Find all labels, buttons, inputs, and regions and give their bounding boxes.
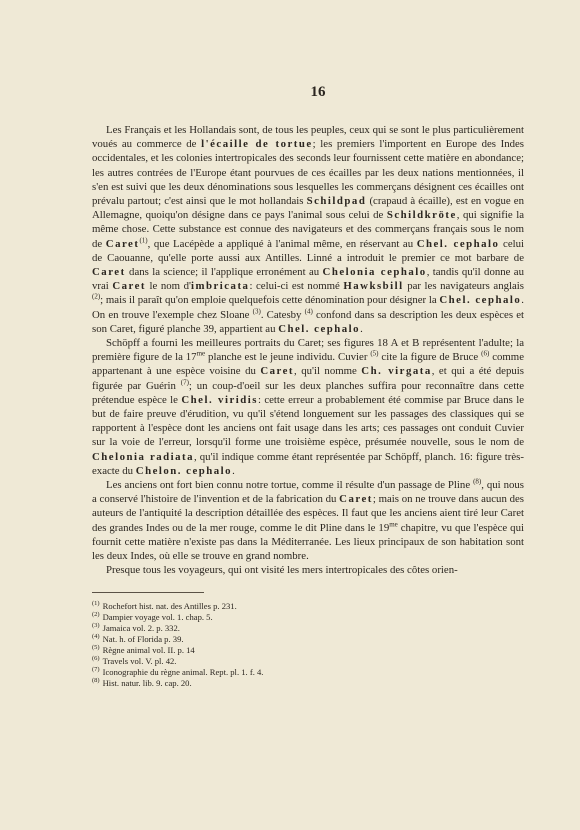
emphasized-term: Ch. virgata: [361, 365, 432, 378]
text-run: le nom d': [146, 280, 191, 293]
emphasized-term: Caret: [92, 266, 126, 279]
text-run: Presque tous les voyageurs, qui ont visité les mers intertropicales des côtes orien-: [106, 564, 458, 577]
text-run: celui de Caouanne, qu'elle porte aussi aux Antilles. Linné a introduit le premier ce mot barbare de: [92, 237, 525, 264]
footnote-ref: me: [389, 520, 398, 529]
text-run: : cette erreur a probablement été commise par Bruce dans le but de faire preuve d'érudition, vu qu'il s'étend longuement sur les passages des classiques qui se rapportent à l'espèce dont les anciens ont fait usage dans les arts; ces passages ont conduit Cuvier sur la voie de l'erreur, lorsqu'il forme une troisième espèce, présumée nouvelle, sous le nom de: [92, 393, 524, 449]
emphasized-term: Chelon. cephalo: [135, 464, 233, 477]
text-run: .: [232, 464, 235, 477]
text-run: cite la figure de Bruce: [378, 351, 482, 364]
footnote-ref: (3): [252, 307, 261, 316]
text-run: ; un coup-d'oeil sur les deux planches suffira pour reconnaître dans cette prétendue espèce le: [92, 379, 524, 406]
text-run: par les navigateurs anglais: [403, 280, 524, 293]
emphasized-term: Caret: [105, 237, 140, 250]
text-run: , que Lacépède a appliqué à l'animal même, en réservant au: [147, 237, 417, 250]
emphasized-term: Chelonia cephalo: [322, 266, 427, 279]
emphasized-term: l'écaille de tortue: [201, 138, 313, 151]
footnote-ref: (7): [180, 378, 189, 387]
paragraph-1: [92, 123, 524, 336]
text-run: , qu'il nomme: [294, 365, 362, 378]
text-run: , tandis qu'il donne au vrai: [92, 266, 524, 293]
footnote: $^{(8)}$ Hist. natur. lib. 9. cap. 20.: [92, 676, 192, 688]
emphasized-term: Schildpad: [306, 195, 367, 208]
text-run: ; les premiers l'importent en Europe des Indes occidentales, et les colonies intertropicales des seconds leur fournissent cette matière en abondance; les autres contrées de l'Europe étant pourvues de ces écailles par les deux nations mentionnées, il s'en est suivi que les deux dénominations sous lesquelles les commerçans désignent ces écailles ont prévalu partout; c'est ainsi que le mot hollandais: [92, 138, 525, 208]
paragraph-4: [92, 563, 524, 577]
paragraph-3: [92, 478, 524, 563]
text-run: planche est le jeune individu. Cuvier: [205, 351, 371, 364]
emphasized-term: Caret: [260, 365, 295, 378]
text-run: dans la science; il l'applique erronément au: [125, 266, 323, 279]
text-run: Schöpff a fourni les meilleures portraits du Caret; ses figures 18 A et B représentent l'adulte; la première figure de la 17: [92, 337, 524, 364]
footnote: $^{(4)}$ Nat. h. of Florida p. 39.: [92, 632, 184, 644]
footnote: $^{(3)}$ Jamaica vol. 2. p. 332.: [92, 621, 180, 633]
text-run: , qui signifie la même chose. Cette substance est connue des navigateurs et des commerçans français sous le nom de: [92, 209, 525, 250]
footnote: $^{(2)}$ Dampier voyage vol. 1. chap. 5.: [92, 610, 213, 622]
emphasized-term: Chel. cephalo: [278, 322, 361, 335]
text-run: confond dans sa description les deux espèces et son Caret, figuré planche 39, appartient au: [92, 308, 524, 335]
emphasized-term: imbricata: [190, 280, 250, 293]
text-run: comme appartenant à une espèce voisine du: [92, 351, 524, 378]
footnote-ref: me: [196, 349, 206, 358]
emphasized-term: Chel. cephalo: [416, 237, 500, 250]
text-run: : celui-ci est nommé: [249, 280, 344, 293]
text-run: .: [360, 322, 363, 335]
footnote-ref: (6): [481, 349, 490, 358]
text-run: ; mais on ne trouve dans aucun des auteurs de l'antiquité la description détaillée des espèces. Il faut que les anciens aient tiré leur Caret des grandes Indes ou de la mer rouge, comme le dit Pline dans le 19: [92, 493, 524, 534]
emphasized-term: Chelonia radiata: [92, 450, 195, 463]
footnote-divider: [92, 592, 204, 593]
emphasized-term: Chel. viridis: [181, 393, 258, 406]
footnote-ref: (1): [139, 236, 148, 245]
text-run: , et qui a été depuis figurée par Guérin: [92, 365, 524, 392]
text-run: , qu'il indique comme étant représentée par Schöpff, planch. 16: figure très-exacte du: [92, 450, 524, 477]
emphasized-term: Hawksbill: [343, 280, 404, 293]
footnote: $^{(7)}$ Iconographie du règne animal. Rept. pl. 1. f. 4.: [92, 665, 264, 677]
emphasized-term: Schildkröte: [386, 209, 457, 222]
text-run: Les anciens ont fort bien connu notre tortue, comme il résulte d'un passage de Pline: [106, 479, 474, 492]
footnote-ref: (5): [370, 349, 379, 358]
text-run: Les Français et les Hollandais sont, de tous les peuples, ceux qui se sont le plus particulièrement voués au commerce de: [92, 124, 524, 151]
body-text: [92, 123, 524, 578]
text-run: chapitre, vu que l'espèce qui fournit cette matière n'existe pas dans la Méditerranée. Les lieux principaux de son habitation sont les deux Indes, où elle se trouve en grand nombre.: [92, 521, 524, 563]
emphasized-term: Chel. cephalo: [439, 294, 522, 307]
footnote-ref: (4): [304, 307, 313, 316]
footnote: $^{(6)}$ Travels vol. V. pl. 42.: [92, 654, 177, 666]
page-number: 16: [310, 84, 326, 100]
text-run: (crapaud à écaille), est en vogue en Allemagne, quoiqu'on désigne dans ce pays l'animal sous celui de: [92, 195, 524, 222]
footnote-ref: (2): [92, 292, 101, 301]
text-run: . On en trouve l'exemple chez Sloane: [92, 294, 524, 321]
emphasized-term: Caret: [339, 493, 373, 506]
text-run: , qui nous a conservé l'histoire de l'invention et de la fabrication du: [92, 479, 524, 506]
text-run: ; mais il paraît qu'on emploie quelquefois cette dénomination pour désigner la: [100, 294, 440, 307]
footnote: $^{(1)}$ Rochefort hist. nat. des Antilles p. 231.: [92, 599, 237, 611]
emphasized-term: Caret: [112, 280, 147, 293]
footnotes: [92, 601, 524, 689]
footnote-ref: (8): [473, 477, 482, 486]
text-run: . Catesby: [260, 308, 305, 321]
paragraph-2: [92, 336, 524, 478]
footnote: $^{(5)}$ Règne animal vol. II. p. 14: [92, 643, 195, 655]
